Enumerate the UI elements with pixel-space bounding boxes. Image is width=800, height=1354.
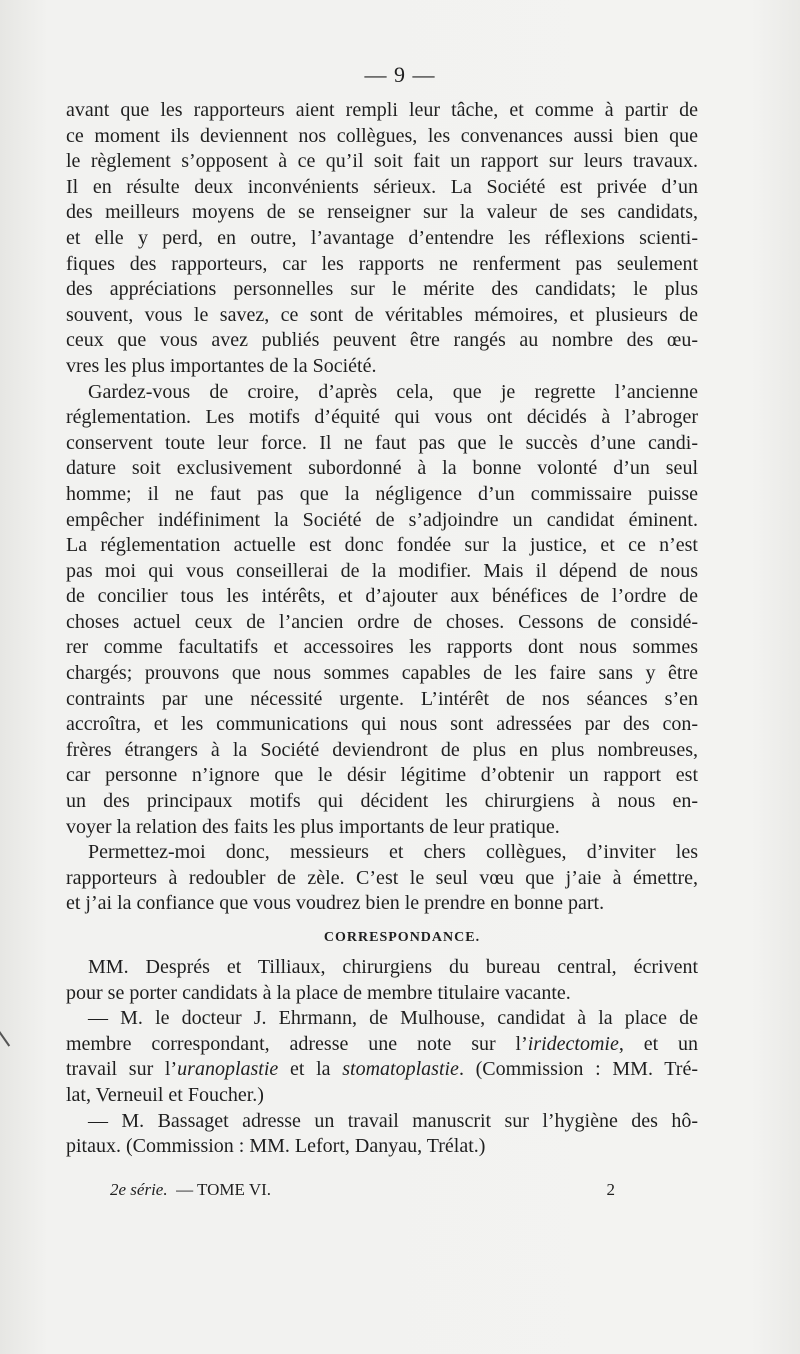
- text-line: — M. Bassaget adresse un travail manuscrit sur l’hygiène des hô-: [88, 1109, 698, 1132]
- paragraph: [66, 955, 698, 1006]
- paragraph: [66, 1006, 698, 1108]
- text-line: frères étrangers à la Société deviendront de plus en plus nombreuses,: [66, 738, 698, 761]
- text-line: membre correspondant, adresse une note sur l’iridectomie, et un: [66, 1032, 698, 1055]
- text-line: le règlement s’opposent à ce qu’il soit fait un rapport sur leurs travaux.: [66, 150, 698, 173]
- text-line: ceux que vous avez publiés peuvent être rangés au nombre des œu-: [66, 329, 698, 352]
- series-label: 2e série.: [110, 1180, 168, 1199]
- margin-mark: [0, 1027, 10, 1046]
- text-line: et elle y perd, en outre, l’avantage d’entendre les réflexions scienti-: [66, 226, 698, 249]
- text-line: pour se porter candidats à la place de membre titulaire vacante.: [66, 981, 571, 1004]
- text-line: ce moment ils deviennent nos collègues, les convenances aussi bien que: [66, 124, 698, 147]
- text-line: et j’ai la confiance que vous voudrez bien le prendre en bonne part.: [66, 892, 605, 915]
- text-line: rer comme facultatifs et accessoires les rapports dont nous sommes: [66, 636, 698, 659]
- page-footer: [110, 1180, 615, 1200]
- italic-term: uranoplastie: [177, 1058, 279, 1081]
- volume-label: — TOME VI.: [176, 1180, 272, 1199]
- italic-term: iridectomie: [527, 1032, 619, 1055]
- text-line: empêcher indéfiniment la Société de s’adjoindre un candidat éminent.: [66, 508, 698, 531]
- page-number: — 9 —: [364, 62, 436, 87]
- text-line: dature soit exclusivement subordonné à la bonne volonté d’un seul: [66, 457, 698, 480]
- text-line: Il en résulte deux inconvénients sérieux. La Société est privée d’un: [66, 175, 698, 198]
- text-line: travail sur l’uranoplastie et la stomatoplastie. (Commission : MM. Tré-: [66, 1058, 698, 1081]
- text-line: Permettez-moi donc, messieurs et chers collègues, d’inviter les: [88, 841, 698, 864]
- paragraph: [66, 98, 698, 380]
- text-line: des meilleurs moyens de se renseigner sur la valeur de ses candidats,: [66, 201, 698, 224]
- correspondence-entries: [66, 955, 698, 1160]
- text-line: chargés; prouvons que nous sommes capables de les faire sans y être: [66, 662, 698, 685]
- signature-mark: 2: [606, 1180, 615, 1199]
- text-line: voyer la relation des faits les plus importants de leur pratique.: [66, 815, 560, 838]
- text-line: La réglementation actuelle est donc fondée sur la justice, et ce n’est: [66, 534, 698, 557]
- text-line: — M. le docteur J. Ehrmann, de Mulhouse, candidat à la place de: [88, 1007, 698, 1030]
- text-line: réglementation. Les motifs d’équité qui vous ont décidés à l’abroger: [66, 406, 698, 429]
- paragraph: [66, 840, 698, 917]
- text-line: lat, Verneuil et Foucher.): [66, 1083, 264, 1106]
- text-line: vres les plus importantes de la Société.: [66, 354, 377, 377]
- footer-series: [110, 1180, 271, 1200]
- body-text: [66, 98, 698, 1160]
- text-line: de concilier tous les intérêts, et d’ajouter aux bénéfices de l’ordre de: [66, 585, 698, 608]
- text-line: conservent toute leur force. Il ne faut pas que le succès d’une candi-: [66, 431, 698, 454]
- paragraph: [66, 380, 698, 841]
- text-line: accroîtra, et les communications qui nous sont adressées par des con-: [66, 713, 698, 736]
- text-line: car personne n’ignore que le désir légitime d’obtenir un rapport est: [66, 764, 698, 787]
- text-line: Gardez-vous de croire, d’après cela, que je regrette l’ancienne: [88, 380, 698, 403]
- italic-term: stomatoplastie: [342, 1058, 459, 1081]
- text-line: homme; il ne faut pas que la négligence d’un commissaire puisse: [66, 482, 698, 505]
- section-heading: CORRESPONDANCE.: [323, 930, 481, 945]
- text-line: pas moi qui vous conseillerai de la modifier. Mais il dépend de nous: [66, 559, 698, 582]
- text-line: MM. Després et Tilliaux, chirurgiens du bureau central, écrivent: [88, 956, 698, 978]
- text-line: des appréciations personnelles sur le mérite des candidats; le plus: [66, 278, 698, 301]
- text-line: choses actuel ceux de l’ancien ordre de choses. Cessons de considé-: [66, 610, 698, 633]
- text-line: fiques des rapporteurs, car les rapports ne renferment pas seulement: [66, 252, 698, 275]
- text-line: souvent, vous le savez, ce sont de véritables mémoires, et plusieurs de: [66, 303, 698, 326]
- text-line: avant que les rapporteurs aient rempli leur tâche, et comme à partir de: [66, 99, 698, 121]
- text-line: rapporteurs à redoubler de zèle. C’est le seul vœu que j’aie à émettre,: [66, 866, 698, 889]
- paragraph: [66, 1109, 698, 1160]
- text-line: pitaux. (Commission : MM. Lefort, Danyau, Trélat.): [66, 1135, 486, 1158]
- text-line: contraints par une nécessité urgente. L’intérêt de nos séances s’en: [66, 687, 698, 710]
- text-line: un des principaux motifs qui décident les chirurgiens à nous en-: [66, 790, 698, 813]
- main-paragraphs: [66, 98, 698, 917]
